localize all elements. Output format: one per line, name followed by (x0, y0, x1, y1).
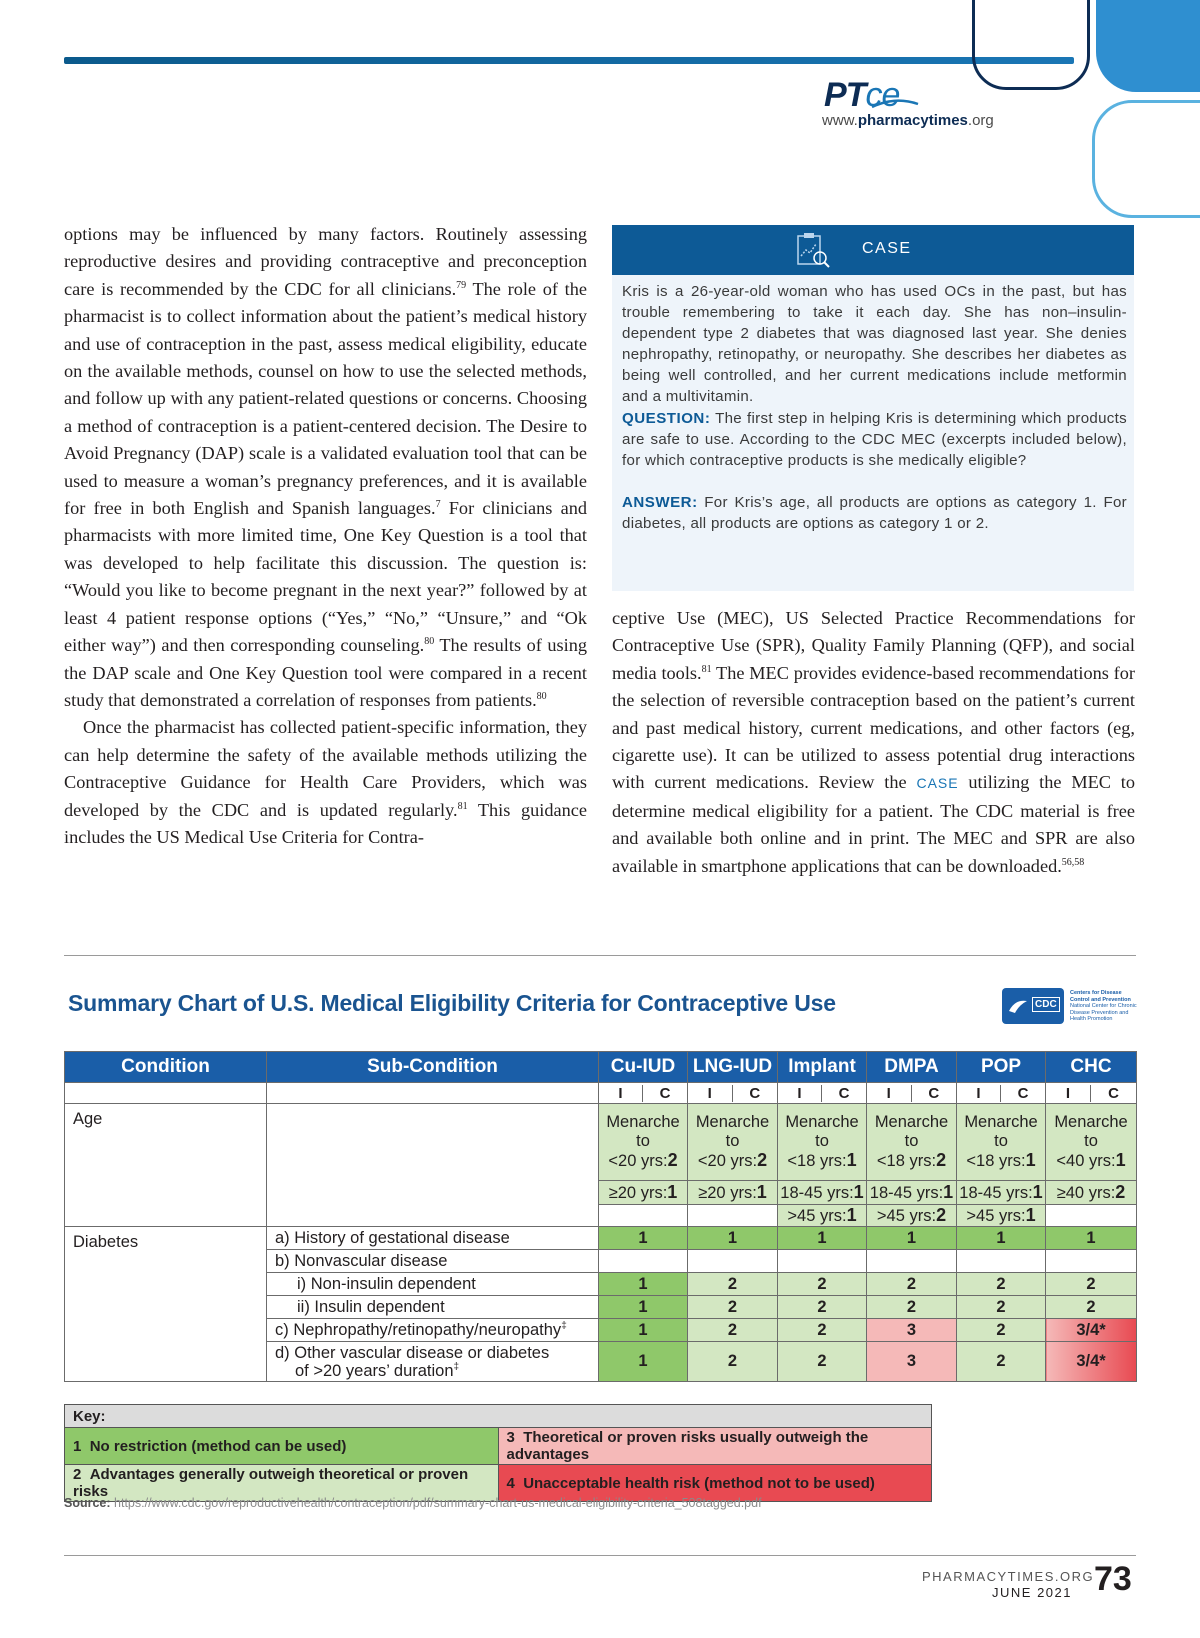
ic-cell: I C (1046, 1083, 1137, 1104)
cdc-agency-text: Centers for Disease Control and Prevention National Center for Chronic Disease Prevention and Health Promotion (1070, 990, 1137, 1022)
paragraph: Once the pharmacist has collected patient-specific information, they can help determine the safety of the available methods utilizing the Contraceptive Guidance for Health Care Providers, which was developed by the CDC and is updated regularly.$^{81}$ This guidance includes the US Medical Use Criteria for Contra- (64, 717, 587, 847)
case-reference-link[interactable]: CASE (916, 775, 959, 792)
sub-condition: ii) Insulin dependent (267, 1296, 599, 1319)
ic-cell: I C (957, 1083, 1046, 1104)
right-column (612, 605, 1135, 880)
decorative-outline-shape (972, 0, 1090, 90)
category-cell: 2 (688, 1296, 778, 1319)
decorative-light-outline-shape (1092, 100, 1200, 218)
age-cell: Menarche to <18 yrs:1 (957, 1104, 1046, 1181)
age-cell: >45 yrs:1 (957, 1205, 1046, 1227)
age-row (65, 1104, 1137, 1181)
logo-swoosh-icon (870, 98, 920, 110)
ic-cell: I C (688, 1083, 778, 1104)
column-header: Cu-IUD (599, 1052, 688, 1083)
age-cell: ≥20 yrs:1 (688, 1181, 778, 1205)
category-cell: 3/4* (1046, 1319, 1137, 1342)
category-cell: 2 (867, 1296, 957, 1319)
category-cell: 1 (599, 1227, 688, 1250)
initiation-continuation-row (65, 1083, 1137, 1104)
category-cell: 2 (1046, 1296, 1137, 1319)
sub-condition: i) Non-insulin dependent (267, 1273, 599, 1296)
table-header-row (65, 1052, 1137, 1083)
cdc-logo (1002, 988, 1142, 1026)
sub-condition: b) Nonvascular disease (267, 1250, 599, 1273)
age-cell: 18-45 yrs:1 (867, 1181, 957, 1205)
category-cell: 2 (957, 1273, 1046, 1296)
category-cell (599, 1250, 688, 1273)
category-cell: 1 (599, 1342, 688, 1382)
category-cell: 2 (778, 1319, 867, 1342)
case-header (612, 225, 1134, 275)
mec-summary-table (64, 1051, 1137, 1382)
column-header: Implant (778, 1052, 867, 1083)
header-rule (64, 57, 1074, 64)
age-cell (1046, 1205, 1137, 1227)
hhs-eagle-icon (1007, 995, 1029, 1017)
category-cell: 2 (778, 1273, 867, 1296)
age-cell: ≥40 yrs:2 (1046, 1181, 1137, 1205)
age-cell: Menarche to <20 yrs:2 (599, 1104, 688, 1181)
ic-cell: I C (599, 1083, 688, 1104)
column-header: LNG-IUD (688, 1052, 778, 1083)
category-cell: 2 (957, 1296, 1046, 1319)
ic-cell: I C (867, 1083, 957, 1104)
category-key (64, 1404, 932, 1502)
age-cell: 18-45 yrs:1 (957, 1181, 1046, 1205)
age-cell: Menarche to <40 yrs:1 (1046, 1104, 1137, 1181)
paragraph: options may be influenced by many factors. Routinely assessing reproductive desires and providing contraceptive and preconception care is recommended by the CDC for all clinicians.$^{79}$ The role of the pharmacist is to collect information about the patient’s medical history and use of contraception in the past, assess medical eligibility, educate on the available methods, counsel on how to use the selected methods, and follow up with any patient-related questions or concerns. Choosing a method of contraception is a patient-centered decision. The Desire to Avoid Pregnancy (DAP) scale is a validated evaluation tool that can be used to measure a woman’s pregnancy preferences, and it is available for free in both English and Spanish languages.$^7$ For clinicians and pharmacists with more limited time, One Key Question is a tool that was developed to help facilitate this discussion. The question is: “Would you like to become pregnant in the next year?” followed by at least 4 patient response options (“Yes,” “No,” “Unsure,” and “Ok either way”) and then corresponding counseling.$^{80}$ The results of using the DAP scale and One Key Question tool were compared in a recent study that demonstrated a correlation of responses from patients.$^{80}$ (64, 224, 587, 710)
case-title: CASE (862, 240, 912, 257)
age-cell: >45 yrs:2 (867, 1205, 957, 1227)
category-cell: 1 (599, 1319, 688, 1342)
column-header: DMPA (867, 1052, 957, 1083)
category-cell: 1 (599, 1273, 688, 1296)
ptce-logo: PTce (824, 76, 900, 114)
age-cell: Menarche to <18 yrs:1 (778, 1104, 867, 1181)
category-cell: 2 (688, 1342, 778, 1382)
category-cell: 2 (778, 1296, 867, 1319)
category-cell: 3 (867, 1342, 957, 1382)
age-cell: 18-45 yrs:1 (778, 1181, 867, 1205)
key-item-4: 4 Unacceptable health risk (method not to be used) (498, 1465, 932, 1502)
category-cell: 2 (688, 1319, 778, 1342)
age-cell: Menarche to <18 yrs:2 (867, 1104, 957, 1181)
category-cell: 2 (1046, 1273, 1137, 1296)
clipboard-chart-icon (792, 230, 832, 270)
page-number: 73 (1094, 1560, 1132, 1598)
left-column (64, 221, 587, 851)
footer-publication: PHARMACYTIMES.ORG JUNE 2021 (922, 1569, 1095, 1600)
column-header: Condition (65, 1052, 267, 1083)
category-cell: 1 (599, 1296, 688, 1319)
condition-diabetes: Diabetes (65, 1227, 267, 1382)
paragraph: ceptive Use (MEC), US Selected Practice Recommendations for Contraceptive Use (SPR), Quality Family Planning (QFP), and social media tools.$^{81}$ The MEC provides evidence-based recommendations for the selection of reversible contraception based on the patient’s current and past medical history, current medications, and other factors (eg, cigarette use). It can be utilized to assess potential drug interactions with current medications. Review the CASE utilizing the MEC to determine medical eligibility for a patient. The CDC material is free and available both online and in print. The MEC and SPR are also available in smartphone applications that can be downloaded.$^{56,58}$ (612, 608, 1135, 876)
age-cell: ≥20 yrs:1 (599, 1181, 688, 1205)
sub-condition: a) History of gestational disease (267, 1227, 599, 1250)
age-cell (688, 1205, 778, 1227)
category-cell: 1 (1046, 1227, 1137, 1250)
chart-title: Summary Chart of U.S. Medical Eligibility Criteria for Contraceptive Use (68, 990, 836, 1016)
case-answer: ANSWER: For Kris’s age, all products are options as category 1. For diabetes, all products are options as category 1 or 2. (622, 493, 1127, 532)
source-citation: Source: https://www.cdc.gov/reproductivehealth/contraception/pdf/summary-chart-us-medical-eligibility-criteria_508tagged.pdf (64, 1496, 762, 1510)
category-cell: 2 (688, 1273, 778, 1296)
category-cell: 2 (867, 1273, 957, 1296)
source-link[interactable]: https://www.cdc.gov/reproductivehealth/contraception/pdf/summary-chart-us-medical-eligibility-criteria_508tagged.pdf (110, 1496, 762, 1510)
key-title: Key: (65, 1405, 932, 1428)
column-header: POP (957, 1052, 1046, 1083)
category-cell (688, 1250, 778, 1273)
condition-age: Age (65, 1104, 267, 1227)
age-cell (599, 1205, 688, 1227)
category-cell: 2 (957, 1342, 1046, 1382)
case-question: QUESTION: The first step in helping Kris is determining which products are safe to use. According to the CDC MEC (excerpts included below), for which contraceptive products is she medically eligible? (622, 409, 1127, 469)
category-cell (867, 1250, 957, 1273)
category-cell (1046, 1250, 1137, 1273)
cdc-wordmark: CDC (1032, 997, 1060, 1012)
divider (64, 955, 1136, 956)
footer-date: JUNE 2021 (992, 1585, 1072, 1600)
category-cell: 3/4* (1046, 1342, 1137, 1382)
case-description: Kris is a 26-year-old woman who has used OCs in the past, but has trouble remembering to take it each day. She has non–insulin-dependent type 2 diabetes that was diagnosed last year. She denies nephropathy, retinopathy, or neuropathy. She describes her diabetes as being well controlled, and her current medications include metformin and a multivitamin. (622, 283, 1127, 406)
category-cell: 1 (688, 1227, 778, 1250)
sub-condition: c) Nephropathy/retinopathy/neuropathy‡ (267, 1319, 599, 1342)
decorative-blue-shape (1096, 0, 1200, 92)
key-item-2: 2 Advantages generally outweigh theoretical or proven risks (65, 1465, 499, 1502)
age-cell: Menarche to <20 yrs:2 (688, 1104, 778, 1181)
category-cell: 2 (957, 1319, 1046, 1342)
case-body (622, 281, 1127, 534)
key-item-3: 3 Theoretical or proven risks usually outweigh the advantages (498, 1428, 932, 1465)
category-cell: 2 (778, 1342, 867, 1382)
category-cell: 3 (867, 1319, 957, 1342)
ic-cell: I C (778, 1083, 867, 1104)
category-cell (957, 1250, 1046, 1273)
category-cell: 1 (957, 1227, 1046, 1250)
category-cell: 1 (778, 1227, 867, 1250)
key-item-1: 1 No restriction (method can be used) (65, 1428, 499, 1465)
column-header: Sub-Condition (267, 1052, 599, 1083)
column-header: CHC (1046, 1052, 1137, 1083)
footer-rule (64, 1555, 1136, 1556)
category-cell (778, 1250, 867, 1273)
site-url[interactable]: www.pharmacytimes.org (822, 112, 994, 129)
category-cell: 1 (867, 1227, 957, 1250)
diabetes-row (65, 1227, 1137, 1250)
age-cell: >45 yrs:1 (778, 1205, 867, 1227)
sub-condition: d) Other vascular disease or diabetes of >20 years’ duration‡ (267, 1342, 599, 1382)
cdc-emblem (1002, 988, 1064, 1024)
